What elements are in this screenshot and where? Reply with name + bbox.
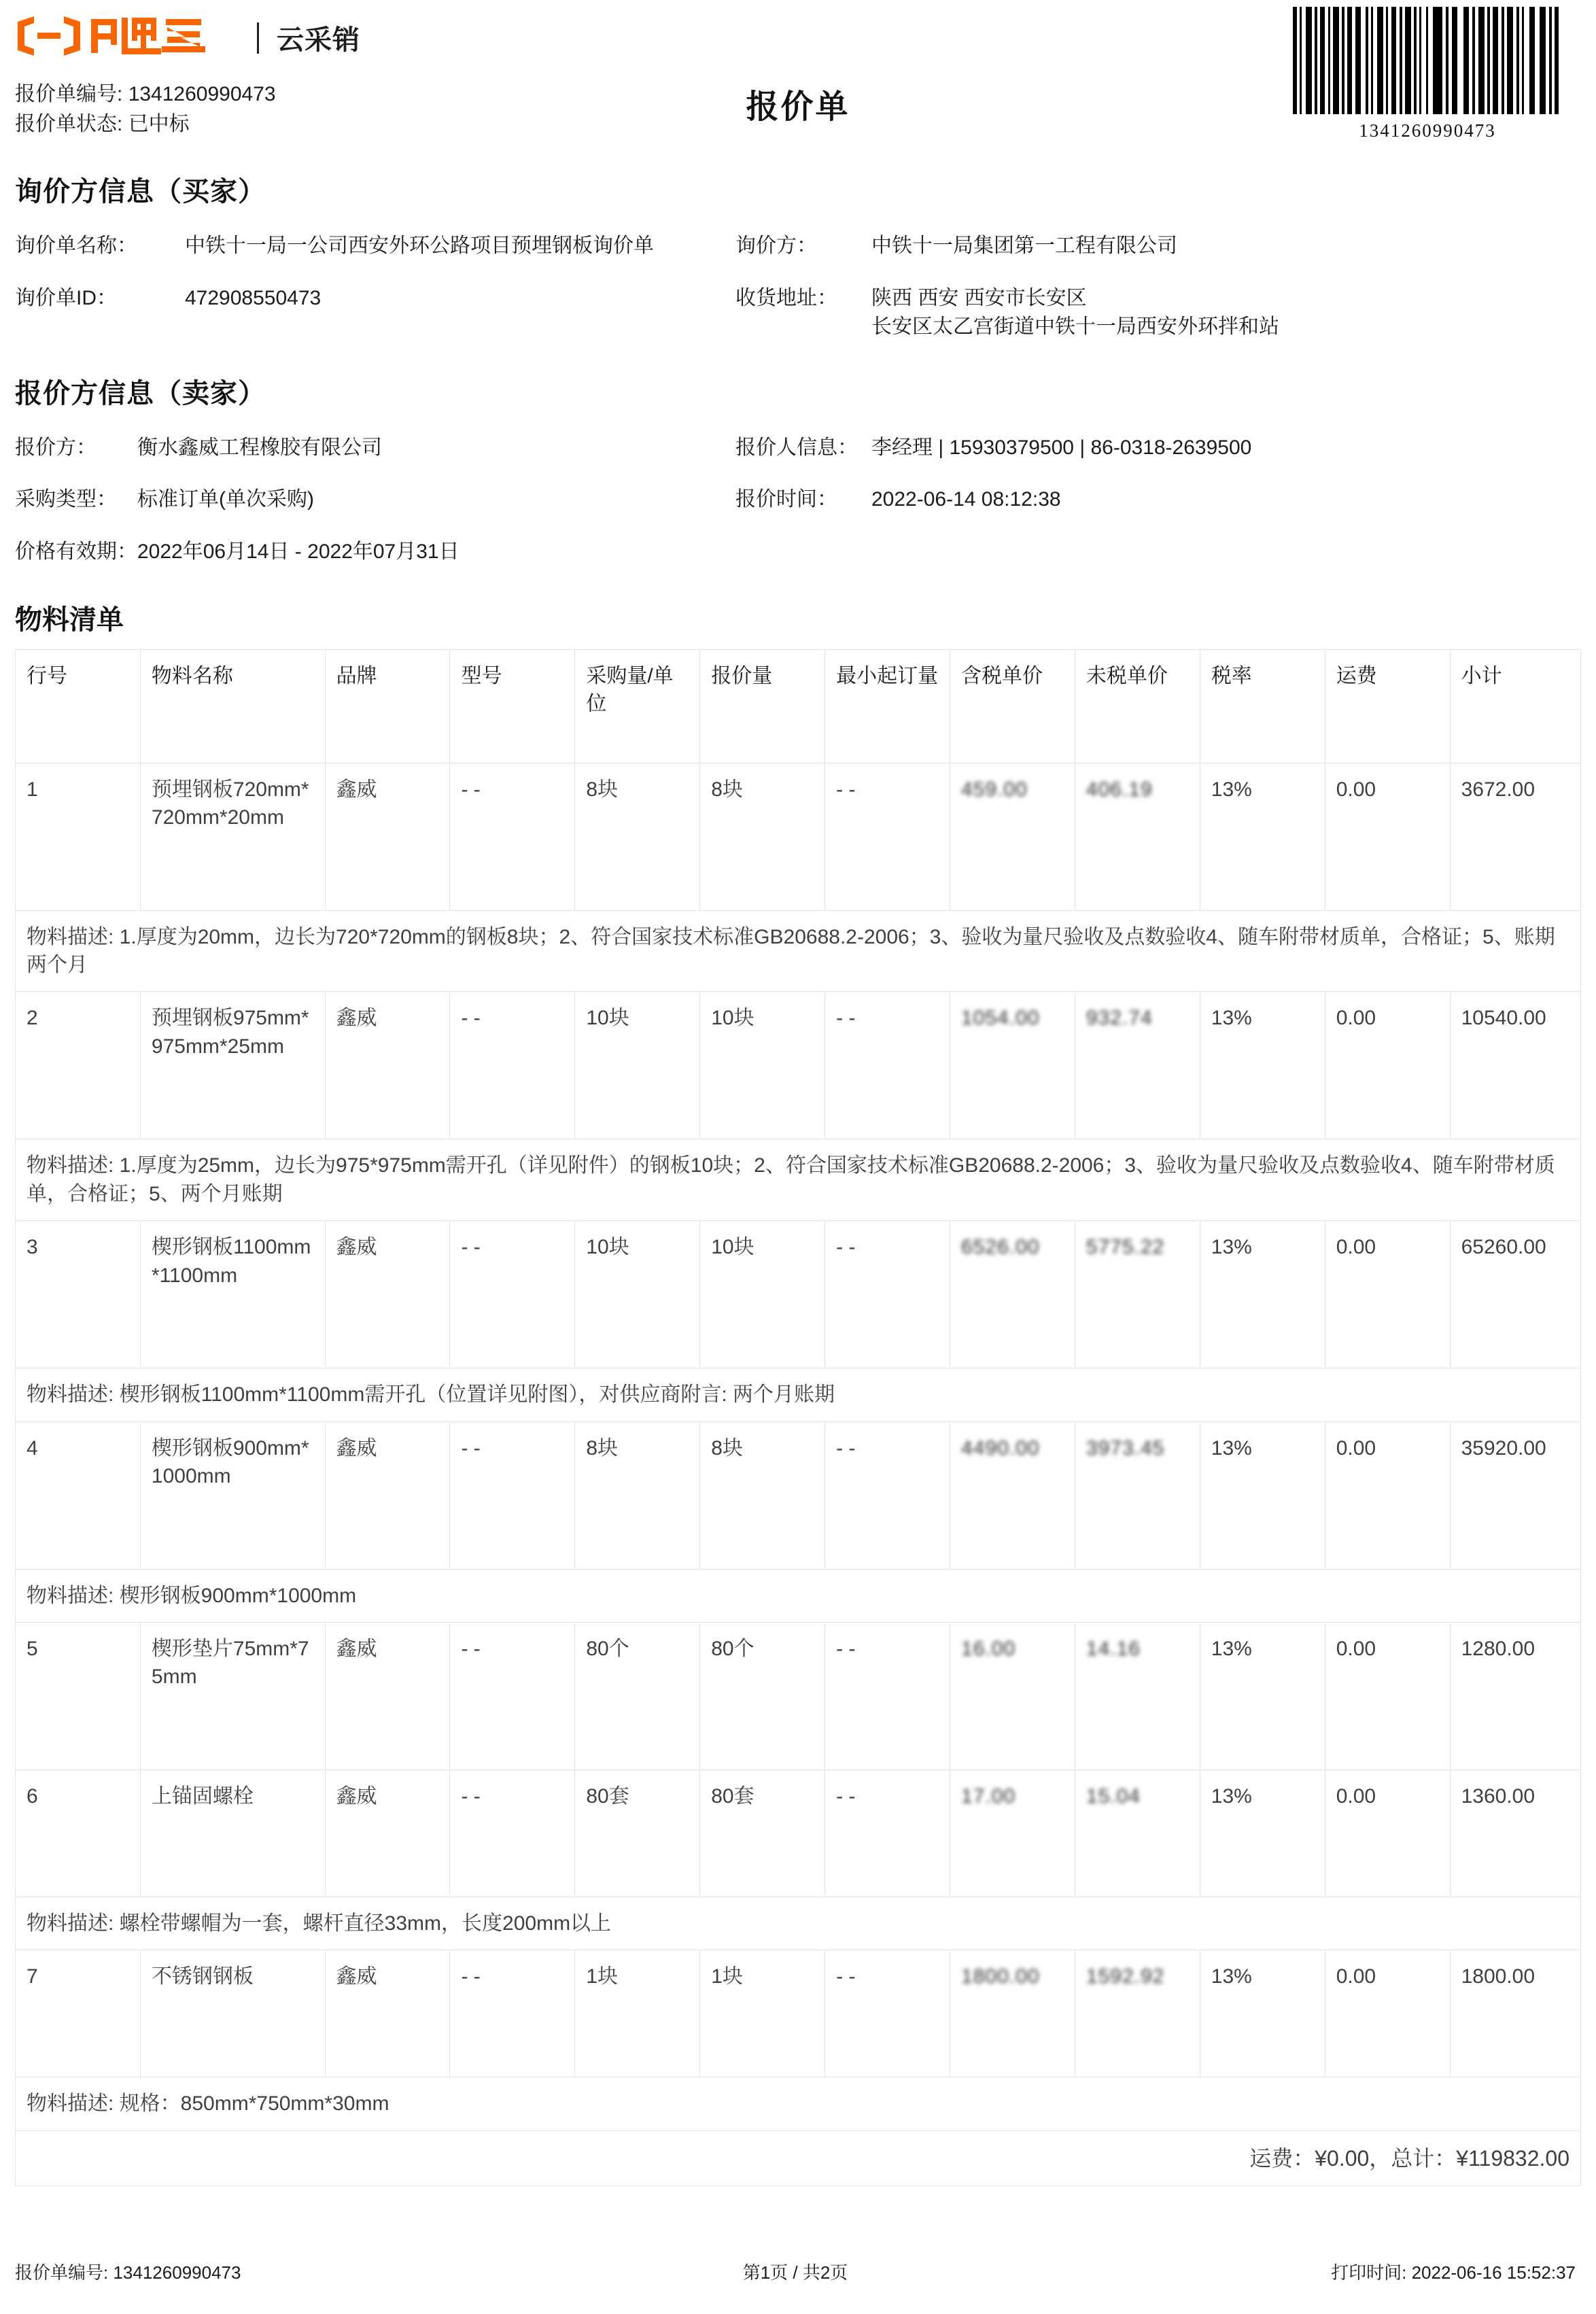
price-validity-field <box>15 538 735 567</box>
shipping-address-line-2: 长安区太乙宫街道中铁十一局西安外环拌和站 <box>871 315 1279 339</box>
redacted-value: 1800.00 <box>961 1965 1040 1988</box>
price-validity-value: 2022年06月14日 - 2022年07月31日 <box>137 540 459 563</box>
materials-table-head <box>16 649 1581 763</box>
cell-price-excl <box>1075 1950 1200 2077</box>
materials-table-header-row <box>16 649 1581 763</box>
cell-quote-qty: 8块 <box>700 763 825 910</box>
table-row <box>16 1769 1581 1897</box>
materials-table <box>15 649 1581 2186</box>
cell-price-excl <box>1075 763 1200 910</box>
cell-freight: 0.00 <box>1325 992 1450 1139</box>
cell-subtotal: 65260.00 <box>1450 1221 1580 1368</box>
cell-brand: 鑫威 <box>325 1769 450 1897</box>
table-row <box>16 1622 1581 1769</box>
cell-brand: 鑫威 <box>325 1622 450 1769</box>
page-title: 报价单 <box>746 89 850 125</box>
table-row <box>16 992 1581 1139</box>
cell-model: - - <box>450 1421 575 1569</box>
cell-model: - - <box>450 1221 575 1368</box>
purchase-type-field <box>15 485 735 515</box>
cell-price-excl <box>1075 1221 1200 1368</box>
footer-page-info: 第1页 / 共2页 <box>742 2262 848 2283</box>
quote-number-label: 报价单编号: <box>15 83 123 105</box>
table-row <box>16 1421 1581 1569</box>
cell-tax-rate: 13% <box>1200 1769 1325 1897</box>
cell-model: - - <box>450 992 575 1139</box>
supplier-label: 报价方： <box>15 436 97 459</box>
col-header-model: 型号 <box>450 649 575 763</box>
cell-qty-unit: 10块 <box>575 992 700 1139</box>
cell-qty-unit: 8块 <box>575 1421 700 1569</box>
col-header-freight: 运费 <box>1325 649 1450 763</box>
cell-quote-qty: 8块 <box>700 1421 825 1569</box>
cell-brand: 鑫威 <box>325 992 450 1139</box>
seller-info-row-3-spacer <box>735 538 1551 567</box>
material-description-row <box>16 1569 1581 1622</box>
material-description: 物料描述: 螺栓带螺帽为一套，螺杆直径33mm，长度200mm以上 <box>16 1897 1581 1950</box>
redacted-value: 6526.00 <box>961 1236 1040 1259</box>
shipping-address-label: 收货地址： <box>735 286 837 309</box>
buyer-info-row-1 <box>15 232 1578 261</box>
inquiry-id-field <box>15 284 735 342</box>
seller-section-title: 报价方信息（卖家） <box>15 378 266 409</box>
totals-text: 运费：¥0.00，总计：¥119832.00 <box>16 2130 1581 2186</box>
cell-price-incl <box>950 1221 1075 1368</box>
col-header-moq: 最小起订量 <box>825 649 950 763</box>
cell-freight: 0.00 <box>1325 1769 1450 1897</box>
cell-freight: 0.00 <box>1325 1221 1450 1368</box>
col-header-subtotal: 小计 <box>1450 649 1580 763</box>
cell-quote-qty: 10块 <box>700 992 825 1139</box>
material-description: 物料描述: 楔形钢板900mm*1000mm <box>16 1569 1581 1622</box>
redacted-value: 932.74 <box>1086 1007 1153 1030</box>
cell-model: - - <box>450 1622 575 1769</box>
materials-table-foot <box>16 2130 1581 2186</box>
inquirer-value: 中铁十一局集团第一工程有限公司 <box>871 235 1177 257</box>
quote-number-value: 1341260990473 <box>128 83 276 105</box>
cell-model: - - <box>450 763 575 910</box>
material-description: 物料描述: 1.厚度为25mm，边长为975*975mm需开孔（详见附件）的钢板10块；2、符合国家技术标准GB20688.2-2006；3、验收为量尺验收及点数验收4、随车附带材质单，合格证；5、两个月账期 <box>16 1139 1581 1221</box>
barcode-icon <box>1291 7 1563 114</box>
cell-tax-rate: 13% <box>1200 1221 1325 1368</box>
material-description-row <box>16 1368 1581 1421</box>
contact-field <box>735 434 1551 463</box>
cell-tax-rate: 13% <box>1200 1421 1325 1569</box>
cell-material: 楔形垫片75mm*75mm <box>140 1622 325 1769</box>
quote-time-value: 2022-06-14 08:12:38 <box>871 488 1061 511</box>
material-description-row <box>16 910 1581 992</box>
contact-label: 报价人信息： <box>735 436 858 459</box>
cell-subtotal: 1280.00 <box>1450 1622 1580 1769</box>
cell-moq: - - <box>825 992 950 1139</box>
table-row <box>16 1221 1581 1368</box>
logo-subbrand-label: 云采销 <box>277 25 360 55</box>
col-header-quote-qty: 报价量 <box>700 649 825 763</box>
col-header-price-excl: 未税单价 <box>1075 649 1200 763</box>
shipping-address-value <box>871 284 1551 342</box>
seller-info-grid <box>15 434 1578 567</box>
redacted-value: 1054.00 <box>961 1007 1040 1030</box>
shipping-address-field <box>735 284 1551 342</box>
cell-line-no: 1 <box>16 763 141 910</box>
cell-moq: - - <box>825 1421 950 1569</box>
seller-info-row-1 <box>15 434 1578 463</box>
cell-qty-unit: 8块 <box>575 763 700 910</box>
barcode <box>1285 7 1570 141</box>
cell-freight: 0.00 <box>1325 763 1450 910</box>
cell-brand: 鑫威 <box>325 1421 450 1569</box>
redacted-value: 17.00 <box>961 1784 1016 1808</box>
buyer-section-title: 询价方信息（买家） <box>15 177 266 207</box>
page-footer <box>0 2259 1596 2284</box>
inquiry-name-value: 中铁十一局一公司西安外环公路项目预埋钢板询价单 <box>185 235 654 257</box>
inquirer-field <box>735 232 1551 261</box>
supplier-field <box>15 434 735 463</box>
cell-price-incl <box>950 1421 1075 1569</box>
cell-moq: - - <box>825 1950 950 2077</box>
redacted-value: 1592.92 <box>1086 1965 1165 1988</box>
cell-material: 上锚固螺栓 <box>140 1769 325 1897</box>
cell-moq: - - <box>825 1622 950 1769</box>
col-header-line-no: 行号 <box>16 649 141 763</box>
cell-line-no: 2 <box>16 992 141 1139</box>
redacted-value: 14.16 <box>1086 1637 1141 1660</box>
quote-time-field <box>735 485 1551 515</box>
cell-subtotal: 10540.00 <box>1450 992 1580 1139</box>
buyer-info-grid <box>15 232 1578 342</box>
cell-subtotal: 35920.00 <box>1450 1421 1580 1569</box>
cell-line-no: 6 <box>16 1769 141 1897</box>
cell-subtotal: 1360.00 <box>1450 1769 1580 1897</box>
cell-freight: 0.00 <box>1325 1421 1450 1569</box>
inquiry-id-value: 472908550473 <box>185 286 322 309</box>
cell-subtotal: 1800.00 <box>1450 1950 1580 2077</box>
cell-line-no: 4 <box>16 1421 141 1569</box>
cell-qty-unit: 10块 <box>575 1221 700 1368</box>
col-header-brand: 品牌 <box>325 649 450 763</box>
cell-price-incl <box>950 1769 1075 1897</box>
seller-info-row-3 <box>15 538 1578 567</box>
totals-row <box>16 2130 1581 2186</box>
redacted-value: 4490.00 <box>961 1436 1040 1460</box>
cell-price-incl <box>950 1622 1075 1769</box>
cell-subtotal: 3672.00 <box>1450 763 1580 910</box>
col-header-price-incl: 含税单价 <box>950 649 1075 763</box>
cell-moq: - - <box>825 1769 950 1897</box>
inquiry-name-label: 询价单名称： <box>15 235 137 257</box>
cell-tax-rate: 13% <box>1200 763 1325 910</box>
cell-brand: 鑫威 <box>325 1221 450 1368</box>
redacted-value: 16.00 <box>961 1637 1016 1660</box>
cell-material: 预埋钢板975mm*975mm*25mm <box>140 992 325 1139</box>
cell-price-excl <box>1075 1769 1200 1897</box>
cell-quote-qty: 80个 <box>700 1622 825 1769</box>
table-row <box>16 1950 1581 2077</box>
col-header-qty-unit: 采购量/单位 <box>575 649 700 763</box>
cell-quote-qty: 1块 <box>700 1950 825 2077</box>
seller-section <box>0 372 1596 567</box>
material-description-row <box>16 1139 1581 1221</box>
footer-print-time <box>1045 2259 1576 2284</box>
material-description: 物料描述: 规格：850mm*750mm*30mm <box>16 2077 1581 2130</box>
cell-material: 楔形钢板1100mm*1100mm <box>140 1221 325 1368</box>
cell-brand: 鑫威 <box>325 1950 450 2077</box>
footer-quote-number-value: 1341260990473 <box>113 2262 241 2283</box>
aliyun-logo-icon <box>15 15 239 61</box>
cell-model: - - <box>450 1950 575 2077</box>
inquiry-id-label: 询价单ID： <box>15 286 117 309</box>
cell-material: 预埋钢板720mm*720mm*20mm <box>140 763 325 910</box>
footer-quote-number-label: 报价单编号: <box>15 2262 109 2283</box>
cell-qty-unit: 1块 <box>575 1950 700 2077</box>
redacted-value: 406.19 <box>1086 778 1153 801</box>
cell-qty-unit: 80个 <box>575 1622 700 1769</box>
cell-price-excl <box>1075 992 1200 1139</box>
cell-line-no: 7 <box>16 1950 141 2077</box>
material-description-row <box>16 2077 1581 2130</box>
cell-tax-rate: 13% <box>1200 1950 1325 2077</box>
material-description-row <box>16 1897 1581 1950</box>
document-header <box>0 0 1596 170</box>
cell-tax-rate: 13% <box>1200 992 1325 1139</box>
footer-print-time-label: 打印时间: <box>1331 2262 1407 2283</box>
purchase-type-label: 采购类型： <box>15 488 117 511</box>
logo-divider <box>257 22 259 54</box>
table-row <box>16 763 1581 910</box>
status-badge: 已中标 <box>128 112 190 135</box>
cell-price-excl <box>1075 1622 1200 1769</box>
cell-line-no: 3 <box>16 1221 141 1368</box>
footer-print-time-value: 2022-06-16 15:52:37 <box>1411 2262 1576 2283</box>
seller-info-row-2 <box>15 485 1578 515</box>
buyer-info-row-2 <box>15 284 1578 342</box>
quote-time-label: 报价时间： <box>735 488 837 511</box>
col-header-material: 物料名称 <box>140 649 325 763</box>
cell-quote-qty: 10块 <box>700 1221 825 1368</box>
bom-section-title: 物料清单 <box>15 604 124 635</box>
cell-price-incl <box>950 763 1075 910</box>
redacted-value: 5775.22 <box>1086 1236 1165 1259</box>
cell-material: 楔形钢板900mm*1000mm <box>140 1421 325 1569</box>
inquiry-name-field <box>15 232 735 261</box>
material-description: 物料描述: 楔形钢板1100mm*1100mm需开孔（位置详见附图），对供应商附言: 两个月账期 <box>16 1368 1581 1421</box>
purchase-type-value: 标准订单(单次采购) <box>137 488 314 511</box>
cell-moq: - - <box>825 1221 950 1368</box>
cell-freight: 0.00 <box>1325 1622 1450 1769</box>
contact-value: 李经理 | 15930379500 | 86-0318-2639500 <box>871 436 1252 459</box>
materials-table-body <box>16 763 1581 2130</box>
cell-freight: 0.00 <box>1325 1950 1450 2077</box>
cell-brand: 鑫威 <box>325 763 450 910</box>
cell-price-incl <box>950 992 1075 1139</box>
redacted-value: 15.04 <box>1086 1784 1141 1808</box>
material-description: 物料描述: 1.厚度为20mm，边长为720*720mm的钢板8块；2、符合国家技术标准GB20688.2-2006；3、验收为量尺验收及点数验收4、随车附带材质单，合格证；5、账期两个月 <box>16 910 1581 992</box>
cell-model: - - <box>450 1769 575 1897</box>
cell-material: 不锈钢钢板 <box>140 1950 325 2077</box>
redacted-value: 3973.45 <box>1086 1436 1165 1460</box>
footer-quote-number <box>15 2259 545 2284</box>
cell-price-incl <box>950 1950 1075 2077</box>
cell-tax-rate: 13% <box>1200 1622 1325 1769</box>
shipping-address-line-1: 陕西 西安 西安市长安区 <box>871 286 1087 309</box>
buyer-section <box>0 170 1596 342</box>
redacted-value: 459.00 <box>961 778 1028 801</box>
price-validity-label: 价格有效期： <box>15 540 137 563</box>
inquirer-label: 询价方： <box>735 235 817 257</box>
cell-price-excl <box>1075 1421 1200 1569</box>
cell-moq: - - <box>825 763 950 910</box>
cell-quote-qty: 80套 <box>700 1769 825 1897</box>
quote-status-label: 报价单状态: <box>15 112 123 135</box>
barcode-number: 1341260990473 <box>1359 120 1496 141</box>
supplier-value: 衡水鑫威工程橡胶有限公司 <box>137 436 382 459</box>
cell-line-no: 5 <box>16 1622 141 1769</box>
col-header-tax-rate: 税率 <box>1200 649 1325 763</box>
cell-qty-unit: 80套 <box>575 1769 700 1897</box>
